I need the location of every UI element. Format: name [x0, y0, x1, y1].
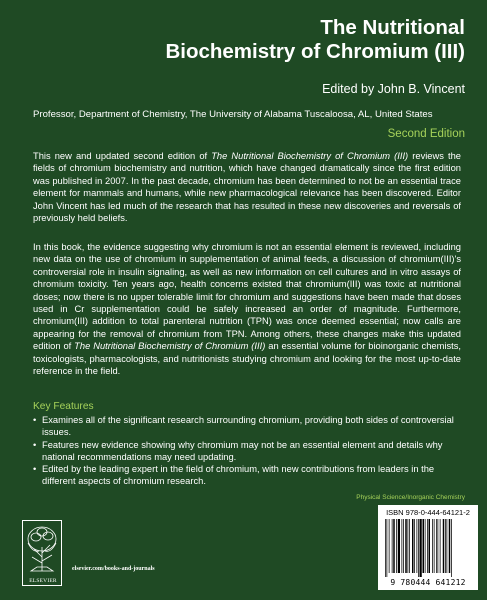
barcode-bar	[402, 519, 403, 573]
publisher-logo	[22, 520, 62, 586]
barcode-bar	[445, 519, 446, 573]
barcode-bar	[392, 519, 393, 573]
barcode-bar	[427, 519, 428, 573]
barcode-bar	[387, 519, 388, 577]
p2-text-b: an essential volume for bioinorganic chemists, toxicologists, pharmacologists, and nutritionists studying chromium and looking for the most up-to-date reference in the field.	[33, 341, 461, 377]
feature-text: Edited by the leading expert in the field of chromium, with new contributions from leaders in the different aspects of chromium research.	[42, 464, 435, 487]
book-title	[165, 16, 465, 64]
barcode-bar	[403, 519, 404, 573]
barcode-bar	[408, 519, 409, 573]
p2-text-a: In this book, the evidence suggesting why chromium is not an essential element is reviewed, including new data on the use of chromium in supplementation of animal feeds, a discussion of chromium(III)'s controversial role in insulin signaling, as well as new information on cell cultures and in vitro assays of chromium toxicity. Ten years ago, health concerns existed that chromium(III) was toxic at nutritional doses; now there is no upper tolerable limit for chromium and suggestions have been made that doses used in Cr supplementation could be safely increased an order of magnitude. Furthermore, chromium(III) addition to total parenteral nutrition (TPN) was once deemed essential; now calls are appearing for the removal of chromium from TPN. Among others, these changes make this updated edition of	[33, 242, 461, 352]
barcode-bar	[412, 519, 414, 573]
barcode-bar	[438, 519, 439, 573]
p2-title-italic: The Nutritional Biochemistry of Chromium (III)	[74, 341, 266, 352]
p1-title-italic: The Nutritional Biochemistry of Chromium (III)	[211, 151, 409, 161]
barcode-bar	[436, 519, 437, 573]
subject-category: Physical Science/Inorganic Chemistry	[356, 494, 465, 501]
key-features-heading: Key Features	[33, 401, 94, 412]
p1-text-a: This new and updated second edition of	[33, 151, 212, 161]
barcode-bar	[440, 519, 441, 573]
description-paragraph-1	[33, 150, 461, 224]
edition-label: Second Edition	[387, 128, 465, 140]
barcode-bar	[389, 519, 390, 573]
bullet-icon: •	[33, 464, 37, 475]
bullet-icon: •	[33, 439, 37, 450]
title-line-2: Biochemistry of Chromium (III)	[165, 40, 465, 63]
barcode-bar	[405, 519, 407, 573]
ean-digits: 9 780444 641212	[390, 578, 466, 587]
barcode-bar	[393, 519, 395, 573]
barcode-bar	[414, 519, 415, 573]
barcode-bar	[396, 519, 397, 573]
publisher-url-link[interactable]: elsevier.com/books-and-journals	[72, 566, 155, 572]
barcode-bar	[429, 519, 431, 573]
isbn-text: ISBN 978-0-444-64121-2	[386, 508, 470, 517]
barcode-bar	[434, 519, 435, 573]
barcode-bar	[449, 519, 451, 573]
barcode-bar	[425, 519, 426, 573]
feature-text: Examines all of the significant research surrounding chromium, providing both sides of controversial issues.	[42, 415, 454, 438]
barcode-bar	[451, 519, 452, 577]
editor-affiliation: Professor, Department of Chemistry, The University of Alabama Tuscaloosa, AL, United States	[33, 109, 433, 120]
list-item	[33, 439, 463, 464]
barcode-bar	[418, 519, 419, 577]
barcode-panel	[378, 505, 478, 590]
list-item	[33, 463, 463, 488]
elsevier-tree-icon	[25, 523, 59, 573]
barcode-bar	[423, 519, 425, 573]
barcode-bar	[409, 519, 410, 573]
barcode-bar	[447, 519, 448, 573]
barcode-bar	[398, 519, 400, 573]
key-features-list	[33, 414, 463, 488]
bullet-icon: •	[33, 415, 37, 425]
barcode-bar	[420, 519, 422, 577]
feature-text: Features new evidence showing why chromium may not be an essential element and details why national recommendations may need updating.	[42, 439, 443, 462]
list-item	[33, 414, 463, 439]
barcode-graphic	[383, 519, 473, 577]
barcode-bar	[417, 519, 418, 573]
editor-credit: Edited by John B. Vincent	[322, 82, 465, 96]
publisher-name: ELSEVIER	[29, 578, 57, 584]
title-line-1: The Nutritional	[320, 16, 465, 39]
barcode-bar	[385, 519, 386, 577]
p1-text-b: reviews the fields of chromium biochemistry and nutrition, which have changed dramatically since the first edition was published in 2007. In the past decade, chromium has been determined to not be an essential trace element for mammals and humans, while new pharmacological relevance has been discovered. Editor John Vincent has led much of the research that has resulted in these new discoveries and reversals of previously held beliefs.	[33, 151, 461, 224]
barcode-bar	[432, 519, 433, 573]
description-paragraph-2	[33, 241, 461, 377]
barcode-bar	[443, 519, 445, 573]
